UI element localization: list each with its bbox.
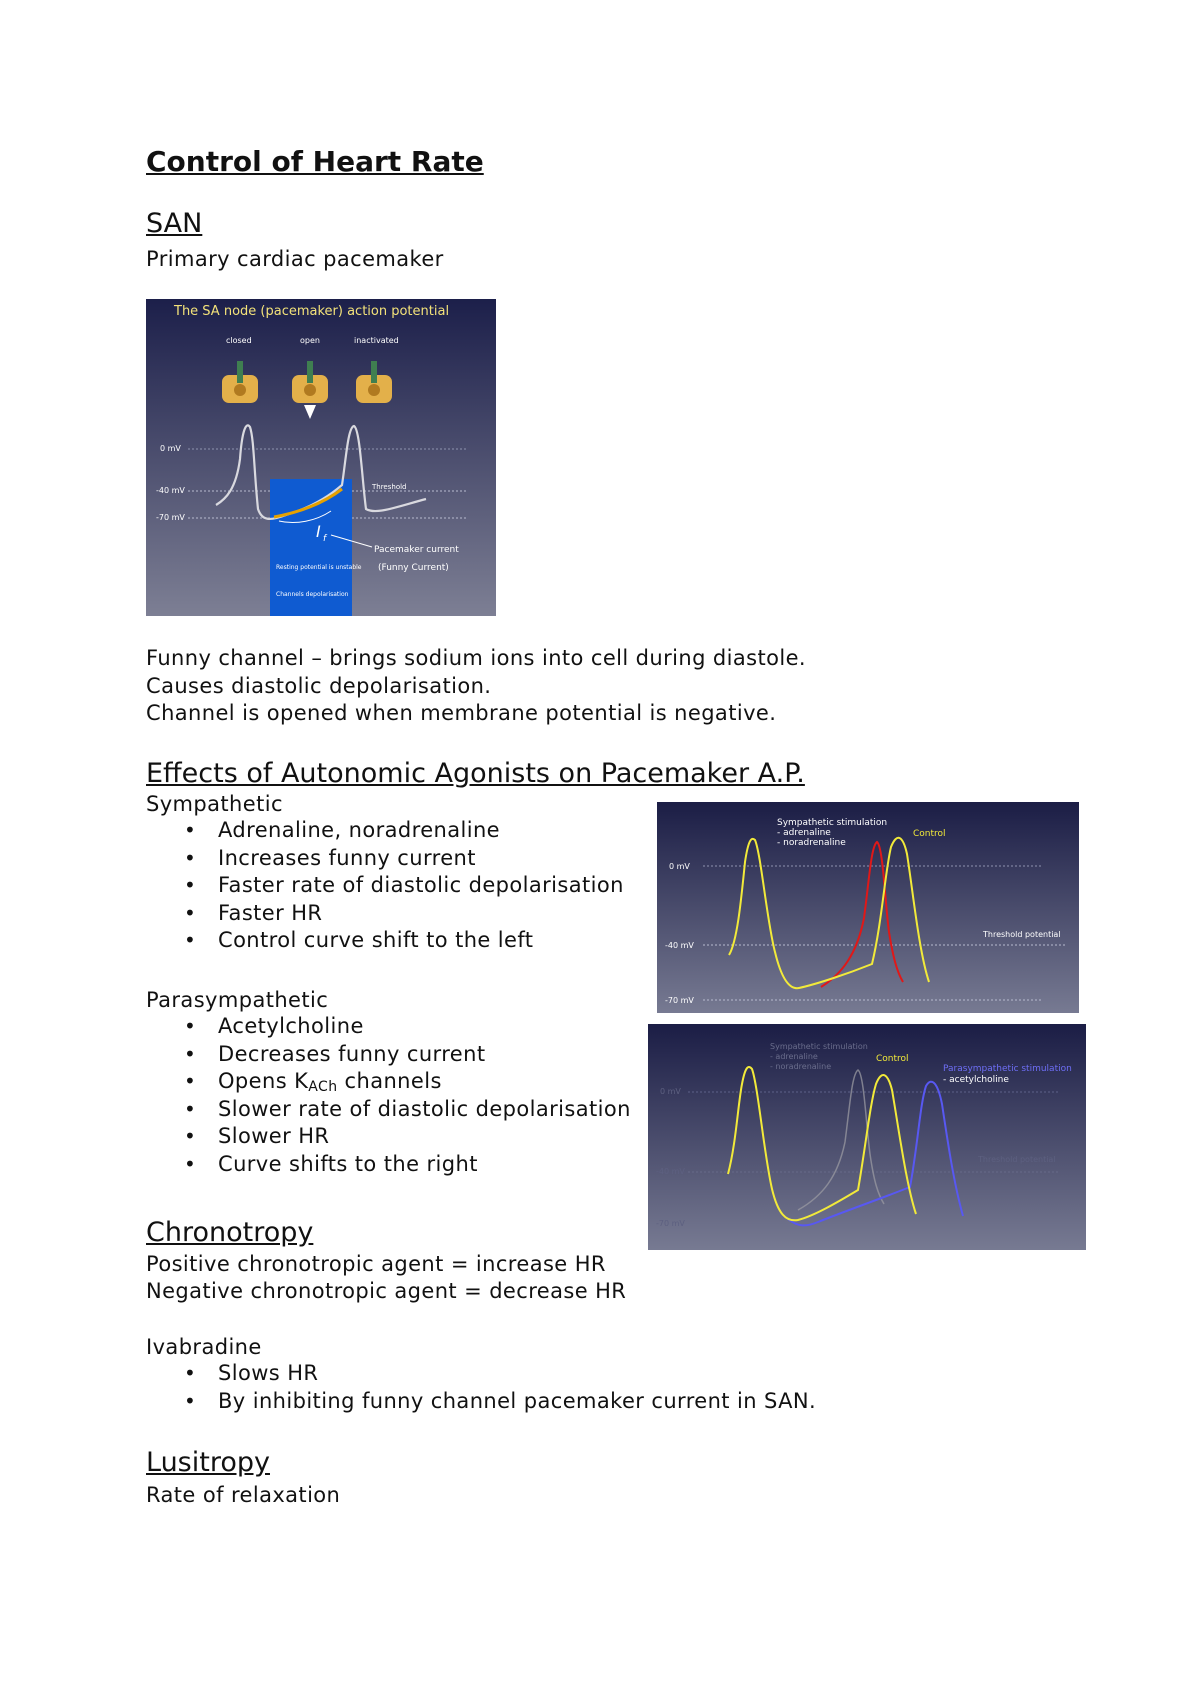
parasympathetic-list: [146, 1013, 631, 1179]
if-label-sub: f: [323, 534, 327, 544]
list-item: • Increases funny current: [146, 845, 624, 873]
list-item-opens-kach: [146, 1068, 631, 1096]
san-line-3: Channel is opened when membrane potential is negative.: [146, 701, 777, 725]
state-label-inactivated: inactivated: [354, 336, 399, 345]
parasympathetic-label: Parasympathetic: [146, 988, 329, 1012]
threshold-label: Threshold: [372, 483, 407, 491]
opens-suffix: channels: [337, 1069, 442, 1094]
symp-sub-1: - adrenaline: [770, 1052, 818, 1061]
axis-label-0mv: 0 mV: [660, 1087, 681, 1096]
sympathetic-list: [146, 817, 624, 955]
state-label-closed: closed: [226, 336, 252, 345]
section-heading-chronotropy: Chronotropy: [146, 1217, 314, 1248]
symp-label: Sympathetic stimulation: [770, 1042, 868, 1051]
pacemaker-current-label: Pacemaker current: [374, 545, 459, 555]
control-label: Control: [913, 829, 946, 839]
list-item: • Faster rate of diastolic depolarisation: [146, 872, 624, 900]
axis-label-40mv: -40 mV: [156, 486, 185, 495]
opens-prefix: Opens K: [218, 1069, 309, 1094]
list-item: • Faster HR: [146, 900, 624, 928]
threshold-label: Threshold potential: [983, 930, 1061, 939]
symp-sub-1: - adrenaline: [777, 828, 831, 838]
if-label: I: [316, 522, 321, 541]
control-label: Control: [876, 1054, 909, 1064]
san-line-2: Causes diastolic depolarisation.: [146, 674, 492, 698]
figure1-title: The SA node (pacemaker) action potential: [174, 304, 450, 319]
para-sub: - acetylcholine: [943, 1075, 1009, 1085]
drug-label: Ivabradine: [146, 1335, 262, 1359]
threshold-label: Threshold potential: [978, 1155, 1056, 1164]
san-line-1: Funny channel – brings sodium ions into cell during diastole.: [146, 646, 806, 670]
list-item: • Control curve shift to the left: [146, 927, 624, 955]
sympathetic-effect-figure: [657, 802, 1079, 1013]
axis-label-70mv: -70 mV: [656, 1219, 685, 1228]
list-item: • Curve shifts to the right: [146, 1151, 631, 1179]
section-heading-lusitropy: Lusitropy: [146, 1447, 270, 1478]
axis-label-40mv: -40 mV: [665, 941, 694, 950]
state-label-open: open: [300, 336, 320, 345]
axis-label-40mv: -40 mV: [656, 1167, 685, 1176]
axis-label-70mv: -70 mV: [156, 513, 185, 522]
symp-sub-2: - noradrenaline: [770, 1062, 832, 1071]
para-label: Parasympathetic stimulation: [943, 1064, 1072, 1074]
kach-subscript: ACh: [308, 1079, 338, 1096]
list-item: • Decreases funny current: [146, 1041, 631, 1069]
section-heading-san: SAN: [146, 208, 203, 239]
section-heading-effects: Effects of Autonomic Agonists on Pacemaker A.P.: [146, 758, 805, 789]
chronotropy-line-2: Negative chronotropic agent = decrease HR: [146, 1279, 627, 1303]
list-item: • Adrenaline, noradrenaline: [146, 817, 624, 845]
axis-label-0mv: 0 mV: [669, 862, 690, 871]
axis-label-70mv: -70 mV: [665, 996, 694, 1005]
list-item: • Acetylcholine: [146, 1013, 631, 1041]
chronotropy-line-1: Positive chronotropic agent = increase HR: [146, 1252, 606, 1276]
symp-label: Sympathetic stimulation: [777, 818, 888, 828]
funny-current-label: (Funny Current): [378, 563, 449, 573]
page-title: Control of Heart Rate: [146, 145, 484, 178]
symp-sub-2: - noradrenaline: [777, 838, 846, 848]
parasympathetic-effect-figure: [648, 1024, 1086, 1250]
lusitropy-text: Rate of relaxation: [146, 1483, 341, 1507]
sa-node-action-potential-figure: [146, 299, 496, 616]
box-note-1: Resting potential is unstable: [276, 564, 362, 571]
list-item: • Slower rate of diastolic depolarisation: [146, 1096, 631, 1124]
axis-label-0mv: 0 mV: [160, 444, 181, 453]
list-item: • Slows HR: [146, 1360, 816, 1388]
sympathetic-label: Sympathetic: [146, 792, 283, 816]
san-subtitle: Primary cardiac pacemaker: [146, 247, 444, 271]
ivabradine-list: [146, 1360, 816, 1415]
list-item: • By inhibiting funny channel pacemaker current in SAN.: [146, 1388, 816, 1416]
box-note-2: Channels depolarisation: [276, 591, 349, 598]
list-item: • Slower HR: [146, 1123, 631, 1151]
